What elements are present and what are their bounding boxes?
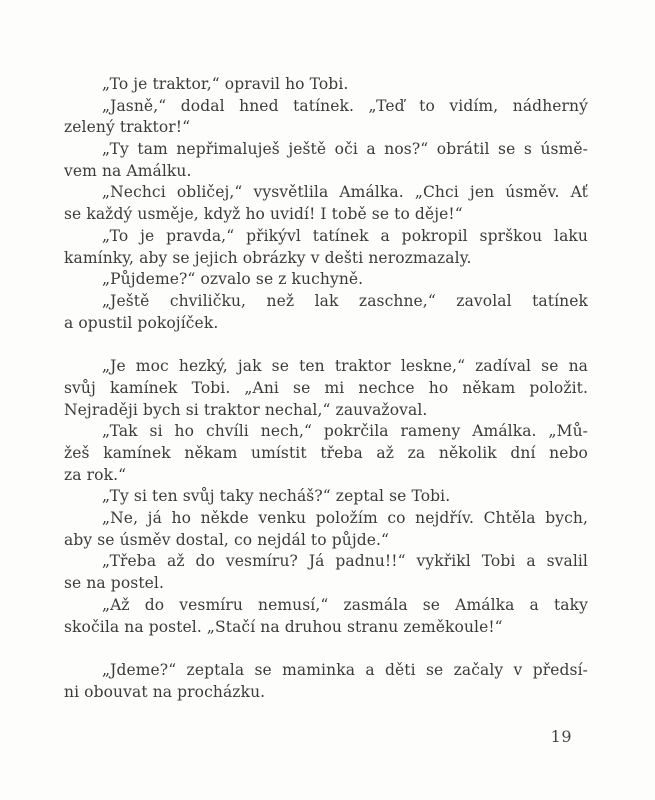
text-line: „Ty si ten svůj taky necháš?“ zeptal se Tobi.: [102, 487, 451, 506]
text-line: Nejraději bych si traktor nechal,“ zauvažoval.: [64, 400, 428, 419]
text-line: „Ne, já ho někde venku položím co nejdřív. Chtěla bych,: [102, 509, 588, 528]
text-line: svůj kamínek Tobi. „Ani se mi nechce ho někam položit.: [64, 378, 588, 397]
text-line: „To je traktor,“ opravil ho Tobi.: [102, 75, 349, 93]
text-line: „Třeba až do vesmíru? Já padnu!!“ vykřikl Tobi a svalil: [102, 552, 588, 571]
text-line: „Nechci obličej,“ vysvětlila Amálka. „Chci jen úsměv. Ať: [102, 183, 588, 202]
text-line: vem na Amálku.: [64, 161, 192, 180]
text-line: za rok.“: [64, 465, 127, 484]
text-line: „Jasně,“ dodal hned tatínek. „Teď to vidím, nádherný: [102, 96, 588, 115]
text-line: skočila na postel. „Stačí na druhou stranu zeměkoule!“: [64, 617, 503, 636]
text-line: se každý usměje, když ho uvidí! I tobě se to děje!“: [64, 205, 463, 224]
text-line: „Až do vesmíru nemusí,“ zasmála se Amálka a taky: [102, 595, 588, 614]
text-line: a opustil pokojíček.: [64, 313, 219, 332]
text-line: „Půjdeme?“ ozvalo se z kuchyně.: [102, 270, 364, 289]
text-line: „Je moc hezký, jak se ten traktor leskne,“ zadíval se na: [102, 357, 588, 376]
page-number: 19: [550, 727, 572, 746]
body-text: [64, 74, 588, 704]
text-line: se na postel.: [64, 574, 164, 593]
text-line: kamínky, aby se jejich obrázky v dešti nerozmazaly.: [64, 248, 472, 267]
text-line: „Tak si ho chvíli nech,“ pokrčila rameny Amálka. „Mů-: [102, 422, 588, 441]
text-line: zelený traktor!“: [64, 118, 191, 137]
text-line: „Ty tam nepřimaluješ ještě oči a nos?“ obrátil se s úsmě-: [102, 140, 588, 159]
text-line: žeš kamínek někam umístit třeba až za několik dní nebo: [64, 444, 588, 462]
text-line: ni obouvat na procházku.: [64, 682, 266, 701]
text-line: „To je pravda,“ přikývl tatínek a pokropil sprškou laku: [102, 226, 588, 245]
text-line: „Jdeme?“ zeptala se maminka a děti se začaly v předsí-: [102, 661, 588, 680]
text-line: aby se úsměv dostal, co nejdál to půjde.“: [64, 530, 390, 549]
text-line: „Ještě chviličku, než lak zaschne,“ zavolal tatínek: [102, 291, 588, 310]
